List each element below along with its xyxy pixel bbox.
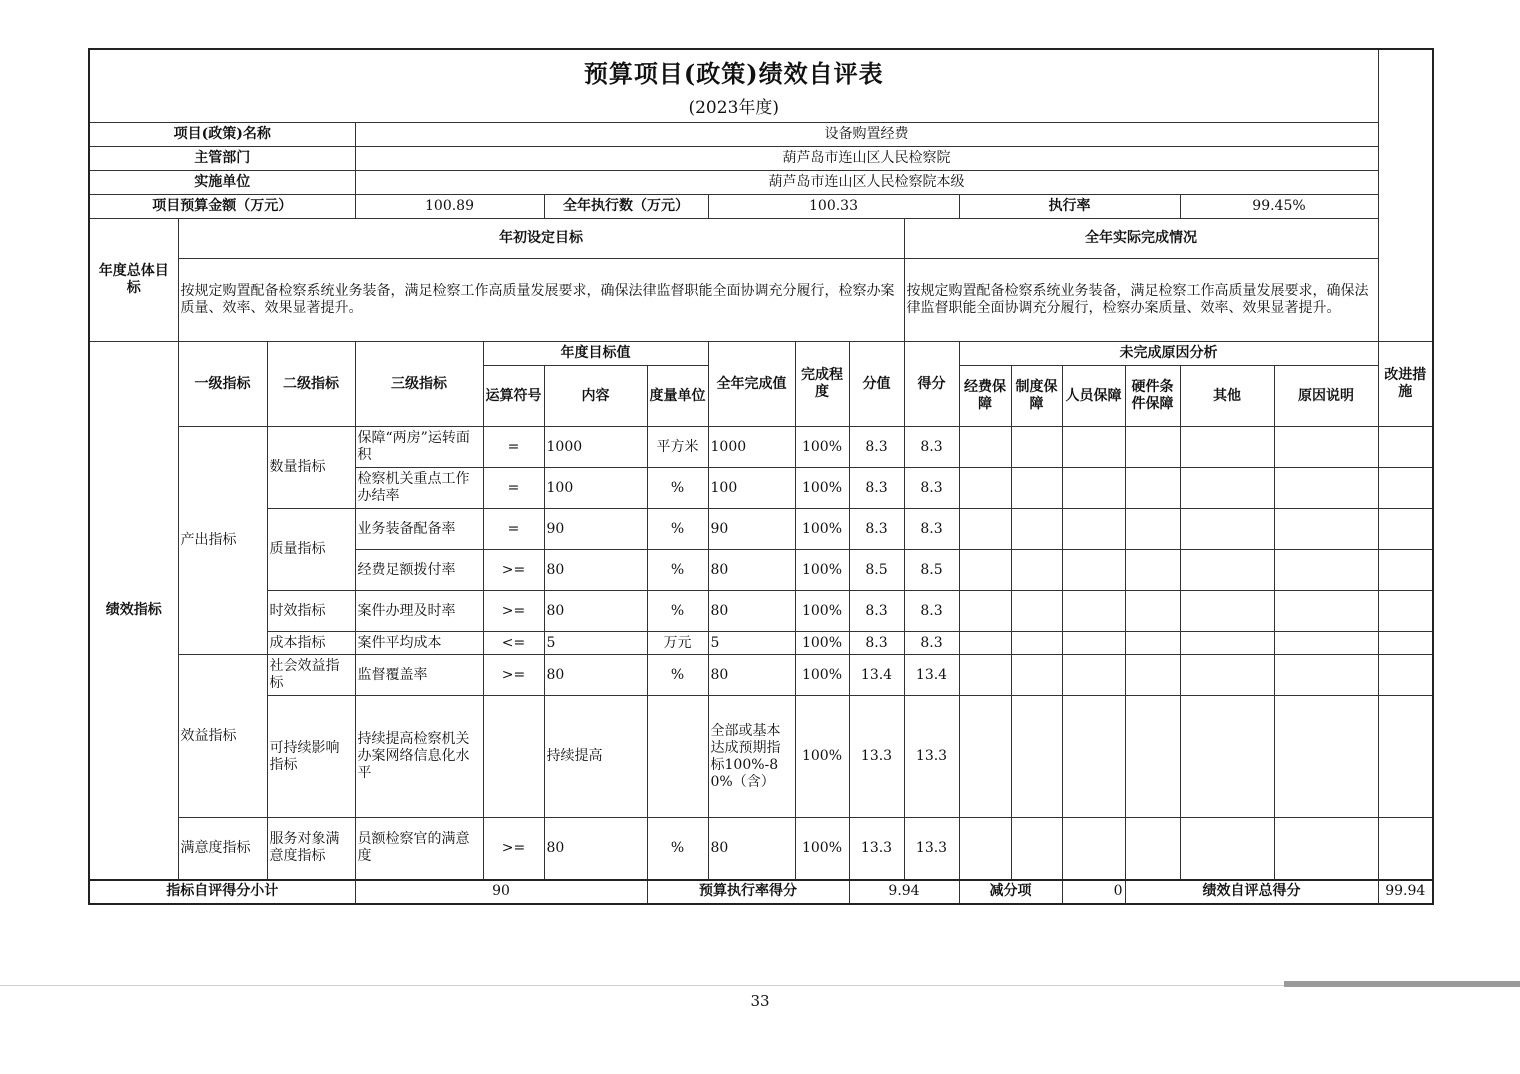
empty-cell xyxy=(1062,509,1125,550)
header-operator: 运算符号 xyxy=(483,366,544,427)
budget-value: 100.89 xyxy=(355,195,544,219)
empty-cell xyxy=(1378,509,1433,550)
indicator-completion: 100% xyxy=(795,591,849,632)
empty-cell xyxy=(1062,468,1125,509)
project-name-value: 设备购置经费 xyxy=(355,123,1378,147)
indicator-operator: >= xyxy=(483,655,544,696)
indicator-score: 8.3 xyxy=(904,591,959,632)
header-score: 得分 xyxy=(904,342,959,427)
indicator-completion: 100% xyxy=(795,427,849,468)
empty-cell xyxy=(1378,818,1433,880)
header-system: 制度保障 xyxy=(1011,366,1062,427)
subtotal-value: 90 xyxy=(355,880,647,904)
indicator-unit: % xyxy=(647,818,708,880)
indicator-operator: = xyxy=(483,468,544,509)
empty-cell xyxy=(959,468,1011,509)
empty-cell xyxy=(1274,696,1378,818)
department-value: 葫芦岛市连山区人民检察院 xyxy=(355,147,1378,171)
indicator-max-score: 8.3 xyxy=(849,509,904,550)
empty-cell xyxy=(1062,818,1125,880)
exec-score-value: 9.94 xyxy=(849,880,959,904)
empty-cell xyxy=(1274,818,1378,880)
empty-cell xyxy=(1011,427,1062,468)
indicator-unit: 平方米 xyxy=(647,427,708,468)
indicator-operator xyxy=(483,696,544,818)
empty-cell xyxy=(1180,427,1274,468)
group-service: 服务对象满意度指标 xyxy=(267,818,355,880)
indicator-completion: 100% xyxy=(795,550,849,591)
empty-cell xyxy=(1378,550,1433,591)
form-title: 预算项目(政策)绩效自评表 xyxy=(583,59,884,88)
indicator-unit xyxy=(647,696,708,818)
empty-cell xyxy=(1378,468,1433,509)
header-target: 年度目标值 xyxy=(483,342,708,366)
indicator-done: 1000 xyxy=(708,427,795,468)
subtotal-label: 指标自评得分小计 xyxy=(89,880,355,904)
initial-goal-text: 按规定购置配备检察系统业务装备，满足检察工作高质量发展要求，确保法律监督职能全面协调充分履行，检察办案质量、效率、效果显著提升。 xyxy=(178,259,904,342)
page-number: 33 xyxy=(750,992,770,1010)
indicator-max-score: 8.3 xyxy=(849,427,904,468)
performance-self-evaluation-table xyxy=(88,48,1434,905)
project-name-label: 项目(政策)名称 xyxy=(89,123,355,147)
empty-cell xyxy=(1180,509,1274,550)
indicator-unit: % xyxy=(647,550,708,591)
empty-cell xyxy=(1180,696,1274,818)
empty-cell xyxy=(1180,468,1274,509)
deduct-value: 0 xyxy=(1062,880,1125,904)
header-explain: 原因说明 xyxy=(1274,366,1378,427)
header-unit: 度量单位 xyxy=(647,366,708,427)
indicator-done: 90 xyxy=(708,509,795,550)
indicator-content: 80 xyxy=(544,655,647,696)
empty-cell xyxy=(959,550,1011,591)
indicator-content: 80 xyxy=(544,550,647,591)
indicator-operator: <= xyxy=(483,632,544,655)
indicator-score: 13.3 xyxy=(904,818,959,880)
empty-cell xyxy=(1125,696,1180,818)
empty-cell xyxy=(1274,591,1378,632)
rate-value: 99.45% xyxy=(1180,195,1378,219)
empty-cell xyxy=(1125,550,1180,591)
empty-cell xyxy=(1062,696,1125,818)
indicator-max-score: 8.3 xyxy=(849,632,904,655)
indicator-content: 90 xyxy=(544,509,647,550)
indicator-score: 8.3 xyxy=(904,427,959,468)
indicator-name: 业务装备配备率 xyxy=(355,509,483,550)
indicator-completion: 100% xyxy=(795,468,849,509)
indicator-max-score: 8.5 xyxy=(849,550,904,591)
group-social: 社会效益指标 xyxy=(267,655,355,696)
indicator-operator: >= xyxy=(483,591,544,632)
indicator-completion: 100% xyxy=(795,818,849,880)
indicator-name: 经费足额拨付率 xyxy=(355,550,483,591)
header-content: 内容 xyxy=(544,366,647,427)
indicator-max-score: 8.3 xyxy=(849,591,904,632)
exec-score-label: 预算执行率得分 xyxy=(647,880,849,904)
indicator-unit: % xyxy=(647,591,708,632)
indicator-name: 检察机关重点工作办结率 xyxy=(355,468,483,509)
group-benefit: 效益指标 xyxy=(178,655,267,818)
annual-goal-label: 年度总体目标 xyxy=(89,219,178,342)
indicator-content: 100 xyxy=(544,468,647,509)
indicator-completion: 100% xyxy=(795,696,849,818)
indicator-content: 持续提高 xyxy=(544,696,647,818)
empty-cell xyxy=(1011,632,1062,655)
header-reasons: 未完成原因分析 xyxy=(959,342,1378,366)
indicator-done: 80 xyxy=(708,550,795,591)
header-personnel: 人员保障 xyxy=(1062,366,1125,427)
header-level2: 二级指标 xyxy=(267,342,355,427)
empty-cell xyxy=(1125,468,1180,509)
initial-goal-label: 年初设定目标 xyxy=(178,219,904,259)
executed-value: 100.33 xyxy=(708,195,959,219)
empty-cell xyxy=(1062,591,1125,632)
empty-cell xyxy=(1125,818,1180,880)
indicator-content: 80 xyxy=(544,818,647,880)
empty-cell xyxy=(1378,655,1433,696)
empty-cell xyxy=(1011,696,1062,818)
indicator-score: 8.3 xyxy=(904,509,959,550)
group-timeliness: 时效指标 xyxy=(267,591,355,632)
empty-cell xyxy=(959,818,1011,880)
group-quality: 质量指标 xyxy=(267,509,355,591)
empty-cell xyxy=(1378,427,1433,468)
empty-cell xyxy=(1125,632,1180,655)
group-quantity: 数量指标 xyxy=(267,427,355,509)
header-funding: 经费保障 xyxy=(959,366,1011,427)
empty-cell xyxy=(1011,509,1062,550)
indicator-done: 5 xyxy=(708,632,795,655)
empty-cell xyxy=(1378,696,1433,818)
department-label: 主管部门 xyxy=(89,147,355,171)
empty-cell xyxy=(1125,509,1180,550)
indicator-operator: >= xyxy=(483,818,544,880)
empty-cell xyxy=(1125,427,1180,468)
indicator-name: 案件办理及时率 xyxy=(355,591,483,632)
empty-cell xyxy=(1062,550,1125,591)
group-satisfaction: 满意度指标 xyxy=(178,818,267,880)
header-improve: 改进措施 xyxy=(1378,342,1433,427)
empty-cell xyxy=(1274,550,1378,591)
group-output: 产出指标 xyxy=(178,427,267,655)
empty-cell xyxy=(1062,655,1125,696)
empty-cell xyxy=(1180,550,1274,591)
indicator-name: 持续提高检察机关办案网络信息化水平 xyxy=(355,696,483,818)
header-level1: 一级指标 xyxy=(178,342,267,427)
indicator-unit: 万元 xyxy=(647,632,708,655)
empty-cell xyxy=(1125,591,1180,632)
empty-cell xyxy=(959,696,1011,818)
unit-label: 实施单位 xyxy=(89,171,355,195)
group-cost: 成本指标 xyxy=(267,632,355,655)
empty-cell xyxy=(1062,632,1125,655)
indicator-unit: % xyxy=(647,468,708,509)
form-year: (2023年度) xyxy=(688,98,780,118)
indicator-score: 13.3 xyxy=(904,696,959,818)
budget-label: 项目预算金额（万元） xyxy=(89,195,355,219)
empty-cell xyxy=(1011,655,1062,696)
indicator-content: 80 xyxy=(544,591,647,632)
indicator-completion: 100% xyxy=(795,509,849,550)
executed-label: 全年执行数（万元） xyxy=(544,195,708,219)
indicator-done: 100 xyxy=(708,468,795,509)
empty-cell xyxy=(1274,655,1378,696)
empty-cell xyxy=(959,632,1011,655)
indicator-name: 监督覆盖率 xyxy=(355,655,483,696)
actual-label: 全年实际完成情况 xyxy=(904,219,1378,259)
header-level3: 三级指标 xyxy=(355,342,483,427)
header-score-max: 分值 xyxy=(849,342,904,427)
empty-cell xyxy=(1125,655,1180,696)
empty-cell xyxy=(1180,591,1274,632)
empty-cell xyxy=(1378,632,1433,655)
empty-cell xyxy=(1011,550,1062,591)
indicator-done: 80 xyxy=(708,591,795,632)
indicator-content: 1000 xyxy=(544,427,647,468)
indicator-max-score: 13.3 xyxy=(849,696,904,818)
perf-label: 绩效指标 xyxy=(89,342,178,880)
indicator-operator: >= xyxy=(483,550,544,591)
indicator-completion: 100% xyxy=(795,632,849,655)
indicator-score: 8.5 xyxy=(904,550,959,591)
indicator-operator: = xyxy=(483,427,544,468)
indicator-name: 案件平均成本 xyxy=(355,632,483,655)
deduct-label: 减分项 xyxy=(959,880,1062,904)
unit-value: 葫芦岛市连山区人民检察院本级 xyxy=(355,171,1378,195)
indicator-max-score: 8.3 xyxy=(849,468,904,509)
indicator-score: 13.4 xyxy=(904,655,959,696)
empty-cell xyxy=(1274,427,1378,468)
empty-cell xyxy=(1011,818,1062,880)
horizontal-scrollbar-thumb[interactable] xyxy=(1284,981,1520,987)
empty-cell xyxy=(1011,468,1062,509)
indicator-done: 全部或基本达成预期指标100%-80%（含） xyxy=(708,696,795,818)
empty-cell xyxy=(1062,427,1125,468)
empty-cell xyxy=(1274,632,1378,655)
indicator-max-score: 13.3 xyxy=(849,818,904,880)
empty-cell xyxy=(959,655,1011,696)
total-score-value: 99.94 xyxy=(1378,880,1433,904)
indicator-score: 8.3 xyxy=(904,468,959,509)
actual-text: 按规定购置配备检察系统业务装备，满足检察工作高质量发展要求，确保法律监督职能全面协调充分履行，检察办案质量、效率、效果显著提升。 xyxy=(904,259,1378,342)
empty-cell xyxy=(1180,655,1274,696)
empty-cell xyxy=(1180,818,1274,880)
indicator-done: 80 xyxy=(708,655,795,696)
group-sustain: 可持续影响指标 xyxy=(267,696,355,818)
header-completion: 完成程度 xyxy=(795,342,849,427)
empty-cell xyxy=(959,591,1011,632)
indicator-unit: % xyxy=(647,509,708,550)
empty-cell xyxy=(959,509,1011,550)
header-annual-value: 全年完成值 xyxy=(708,342,795,427)
indicator-content: 5 xyxy=(544,632,647,655)
indicator-max-score: 13.4 xyxy=(849,655,904,696)
rate-label: 执行率 xyxy=(959,195,1180,219)
header-other: 其他 xyxy=(1180,366,1274,427)
indicator-unit: % xyxy=(647,655,708,696)
empty-cell xyxy=(1011,591,1062,632)
indicator-completion: 100% xyxy=(795,655,849,696)
title-cell xyxy=(89,49,1378,123)
empty-cell xyxy=(1378,591,1433,632)
total-score-label: 绩效自评总得分 xyxy=(1125,880,1378,904)
empty-cell xyxy=(1274,509,1378,550)
header-hardware: 硬件条件保障 xyxy=(1125,366,1180,427)
empty-cell xyxy=(1274,468,1378,509)
empty-cell xyxy=(959,427,1011,468)
empty-cell xyxy=(1180,632,1274,655)
indicator-operator: = xyxy=(483,509,544,550)
indicator-name: 保障“两房”运转面积 xyxy=(355,427,483,468)
indicator-name: 员额检察官的满意度 xyxy=(355,818,483,880)
indicator-score: 8.3 xyxy=(904,632,959,655)
indicator-done: 80 xyxy=(708,818,795,880)
